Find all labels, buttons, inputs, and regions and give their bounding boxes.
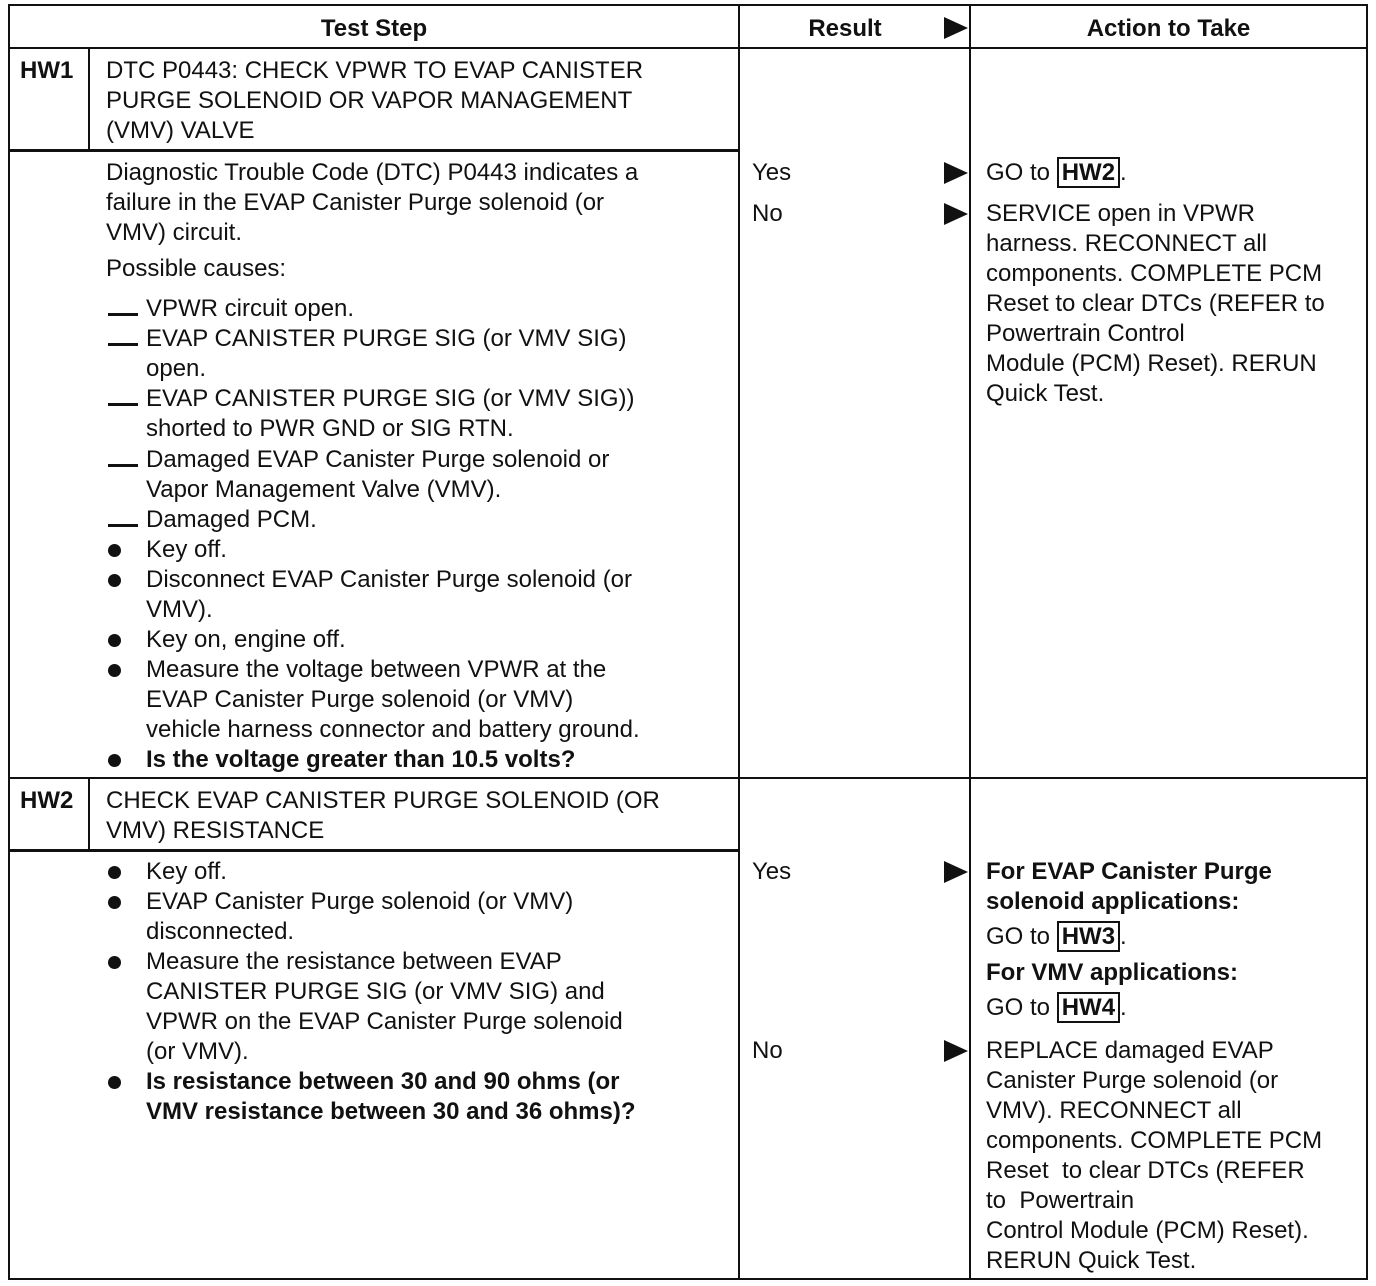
row-divider-hw2 [8, 777, 1368, 779]
hw2-action-no-line: REPLACE damaged EVAP [986, 1037, 1274, 1064]
hw2-action-goto-hw4: GO to HW4 . [986, 994, 1127, 1021]
header-divider [8, 47, 1368, 49]
hw1-result-no: No [752, 200, 783, 227]
hw1-title-line: DTC P0443: CHECK VPWR TO EVAP CANISTER [106, 57, 644, 84]
hw2-action-no-line: to Powertrain [986, 1187, 1135, 1214]
hw1-title-line: PURGE SOLENOID OR VAPOR MANAGEMENT [106, 87, 633, 114]
hw2-title-line: CHECK EVAP CANISTER PURGE SOLENOID (OR [106, 787, 660, 814]
hw1-action-no-line: components. COMPLETE PCM [986, 260, 1323, 287]
hw2-purge-label-line: For EVAP Canister Purge [986, 858, 1272, 885]
bullet-icon [108, 754, 121, 767]
bullet-icon [108, 574, 121, 587]
hw2-action-no-line: VMV). RECONNECT all [986, 1097, 1242, 1124]
table-border-right [1366, 4, 1368, 1280]
dash-icon [108, 524, 138, 527]
hw1-causes-label: Possible causes: [106, 255, 287, 282]
header-arrow-icon [944, 17, 968, 39]
hw1-action-no-line: SERVICE open in VPWR [986, 200, 1256, 227]
arrow-right-icon [944, 203, 968, 225]
hw1-action-no-line: Quick Test. [986, 380, 1105, 407]
diagnostic-test-table: Test Step Result Action to Take HW1 DTC P0443: CHECK VPWR TO EVAP CANISTER PURGE SOLENOID OR VAPOR MANAGEMENT (VMV) VALVE Diagnostic Trouble Code (DTC) P0443 indicates a failure in the EVAP Canister Purge solenoid (or VMV) circuit. Possible causes: VPWR circuit open. EVAP CANISTER PURGE SIG (or VMV SIG) open. EVAP CANISTER PURGE SIG (or VMV SIG)) shorted to PWR GND or SIG RTN. Damaged EVAP Canister Purge solenoid or Vapor Management Valve (VMV). Damaged PCM. Key off. Disconnect EVAP Canister Purge solenoid (or VMV). Key on, engine off. Measure the voltage between VPWR at the EVAP Canister Purge solenoid (or VMV) vehicle harness connector and battery ground. Is the voltage greater than 10.5 volts? Yes No GO to HW2 . SERVICE open in VPWR harness. RECONNECT all components. COMPLETE PCM Reset to clear DTCs (REFER to Powertrain Control Module (PCM) Reset). RERUN Quick Test. HW2 CHECK EVAP CANISTER PURGE SOLENOID (OR VMV) RESISTANCE Key off. EVAP Canister Purge solenoid (or VMV) disconnected. Measure the resistance between EVAP CANISTER PURGE SIG (or VMV SIG) and VPWR on the EVAP Canister Purge solenoid (or VMV). Is resistance between 30 and 90 ohms (or VMV resistance between 30 and 36 ohms)? Yes No For EVAP Canister Purge solenoid applications: GO to HW3 . For VMV applications: GO to HW4 . REPLACE damaged EVAP Canister Purge solenoid (or VMV). RECONNECT all components. COMPLETE PCM Reset to clear DTCs (REFER to Powertrain Control Module (PCM) Reset). RERUN Quick Test. [0, 0, 1376, 1286]
table-border-left [8, 4, 10, 1280]
arrow-right-icon [944, 861, 968, 883]
hw1-action-no-line: Powertrain Control [986, 320, 1185, 347]
bullet-icon [108, 544, 121, 557]
goto-hw3-link[interactable]: HW3 [1057, 921, 1120, 952]
hw2-action-no-line: Reset to clear DTCs (REFER [986, 1157, 1305, 1184]
hw1-intro-line: failure in the EVAP Canister Purge solenoid (or [106, 189, 605, 216]
bullet-icon [108, 1076, 121, 1089]
dash-icon [108, 464, 138, 467]
header-action: Action to Take [1086, 15, 1251, 42]
hw1-intro-line: Diagnostic Trouble Code (DTC) P0443 indicates a [106, 159, 639, 186]
hw2-result-no: No [752, 1037, 783, 1064]
dash-icon [108, 343, 138, 346]
hw2-vmv-label: For VMV applications: [986, 959, 1239, 986]
hw2-title-underline [8, 849, 740, 852]
bullet-icon [108, 866, 121, 879]
hw2-purge-label-line: solenoid applications: [986, 888, 1240, 915]
bullet-icon [108, 634, 121, 647]
header-result: Result [808, 15, 882, 42]
hw1-step-id: HW1 [20, 57, 74, 84]
hw1-intro-line: VMV) circuit. [106, 219, 243, 246]
table-border-bottom [8, 1278, 1368, 1280]
hw2-action-no-line: RERUN Quick Test. [986, 1247, 1197, 1274]
dash-icon [108, 313, 138, 316]
goto-hw2-link[interactable]: HW2 [1057, 157, 1120, 188]
hw2-result-yes: Yes [752, 858, 792, 885]
hw2-step-id: HW2 [20, 787, 74, 814]
hw1-title-underline [8, 149, 740, 152]
column-divider-result [738, 4, 740, 1280]
hw1-action-no-line: Reset to clear DTCs (REFER to [986, 290, 1325, 317]
hw2-action-goto-hw3: GO to HW3 . [986, 923, 1127, 950]
bullet-icon [108, 896, 121, 909]
hw2-action-no-line: Canister Purge solenoid (or [986, 1067, 1279, 1094]
arrow-right-icon [944, 1040, 968, 1062]
hw2-title-line: VMV) RESISTANCE [106, 817, 325, 844]
hw1-result-yes: Yes [752, 159, 792, 186]
hw1-title-line: (VMV) VALVE [106, 117, 255, 144]
hw1-action-yes: GO to HW2 . [986, 159, 1127, 186]
hw2-action-no-line: Control Module (PCM) Reset). [986, 1217, 1309, 1244]
table-border-top [8, 4, 1368, 6]
header-test-step: Test Step [320, 15, 428, 42]
hw1-id-divider [88, 47, 90, 151]
goto-hw4-link[interactable]: HW4 [1057, 992, 1120, 1023]
hw1-action-no-line: Module (PCM) Reset). RERUN [986, 350, 1317, 377]
dash-icon [108, 403, 138, 406]
hw2-id-divider [88, 777, 90, 852]
arrow-right-icon [944, 162, 968, 184]
hw1-action-no-line: harness. RECONNECT all [986, 230, 1267, 257]
column-divider-action [969, 4, 971, 1280]
bullet-icon [108, 664, 121, 677]
hw2-action-no-line: components. COMPLETE PCM [986, 1127, 1323, 1154]
bullet-icon [108, 956, 121, 969]
